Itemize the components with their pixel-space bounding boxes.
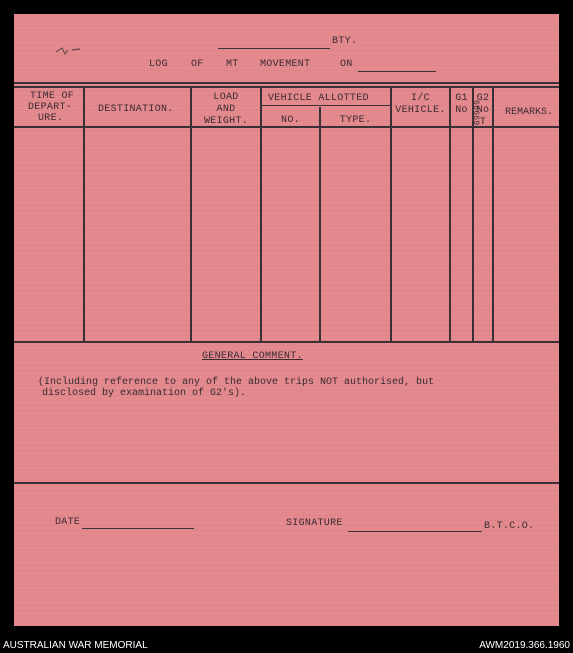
col-destination: DESTINATION. (98, 104, 174, 115)
col-divider-8 (492, 86, 494, 342)
col-load-line3: WEIGHT. (203, 116, 249, 127)
on-word: ON (340, 59, 353, 70)
archive-reference: AWM2019.366.1960 (479, 640, 570, 651)
col-g2-line1: G2 (476, 93, 490, 104)
pencil-mark-icon (52, 40, 82, 60)
date-blank-line (358, 71, 436, 72)
col-vehicle-allotted: VEHICLE ALLOTTED (268, 93, 369, 104)
col-ic-line2: VEHICLE. (395, 105, 446, 116)
col-g1-line2: No (455, 105, 468, 116)
vehicle-allotted-rule (262, 105, 390, 106)
col-load-line2: AND (216, 104, 236, 115)
mt-word: MT (226, 59, 239, 70)
table-bottom-rule (14, 341, 559, 343)
general-comment-heading: GENERAL COMMENT. (202, 351, 303, 362)
movement-word: MOVEMENT (260, 59, 311, 70)
of-word: OF (191, 59, 204, 70)
col-time-line1: TIME OF (30, 91, 75, 102)
comment-bottom-rule (14, 482, 559, 484)
col-ic-line1: I/C (411, 93, 430, 104)
date-signoff-line (82, 528, 194, 529)
log-word: LOG (149, 59, 168, 70)
btco-label: B.T.C.O. (484, 521, 535, 532)
col-divider-6 (449, 86, 451, 342)
col-no: NO. (281, 115, 300, 126)
col-g2-line3: T (479, 117, 487, 128)
col-time-line3: URE. (38, 113, 64, 124)
general-comment-line2: disclosed by examination of G2's). (42, 388, 247, 399)
date-label: DATE (55, 517, 81, 528)
signature-line (348, 531, 482, 532)
col-g2-line2: No (476, 105, 490, 116)
col-divider-5 (390, 86, 392, 342)
col-serial-number: 66669 (471, 100, 480, 126)
log-form-card (14, 14, 559, 626)
bty-label: BTY. (332, 36, 358, 47)
battery-blank-line (218, 48, 330, 49)
table-top-rule-2 (14, 86, 559, 88)
table-top-rule (14, 82, 559, 84)
signature-label: SIGNATURE (286, 518, 343, 529)
col-type: TYPE. (339, 115, 372, 126)
col-divider-4 (319, 107, 321, 342)
general-comment-line1: (Including reference to any of the above trips NOT authorised, but (38, 377, 435, 388)
col-time-line2: DEPART- (28, 102, 73, 113)
col-load-line1: LOAD (213, 92, 239, 103)
col-divider-1 (83, 86, 85, 342)
col-g1-line1: G1 (455, 93, 468, 104)
col-remarks: REMARKS. (505, 107, 554, 118)
archive-credit: AUSTRALIAN WAR MEMORIAL (3, 640, 148, 651)
